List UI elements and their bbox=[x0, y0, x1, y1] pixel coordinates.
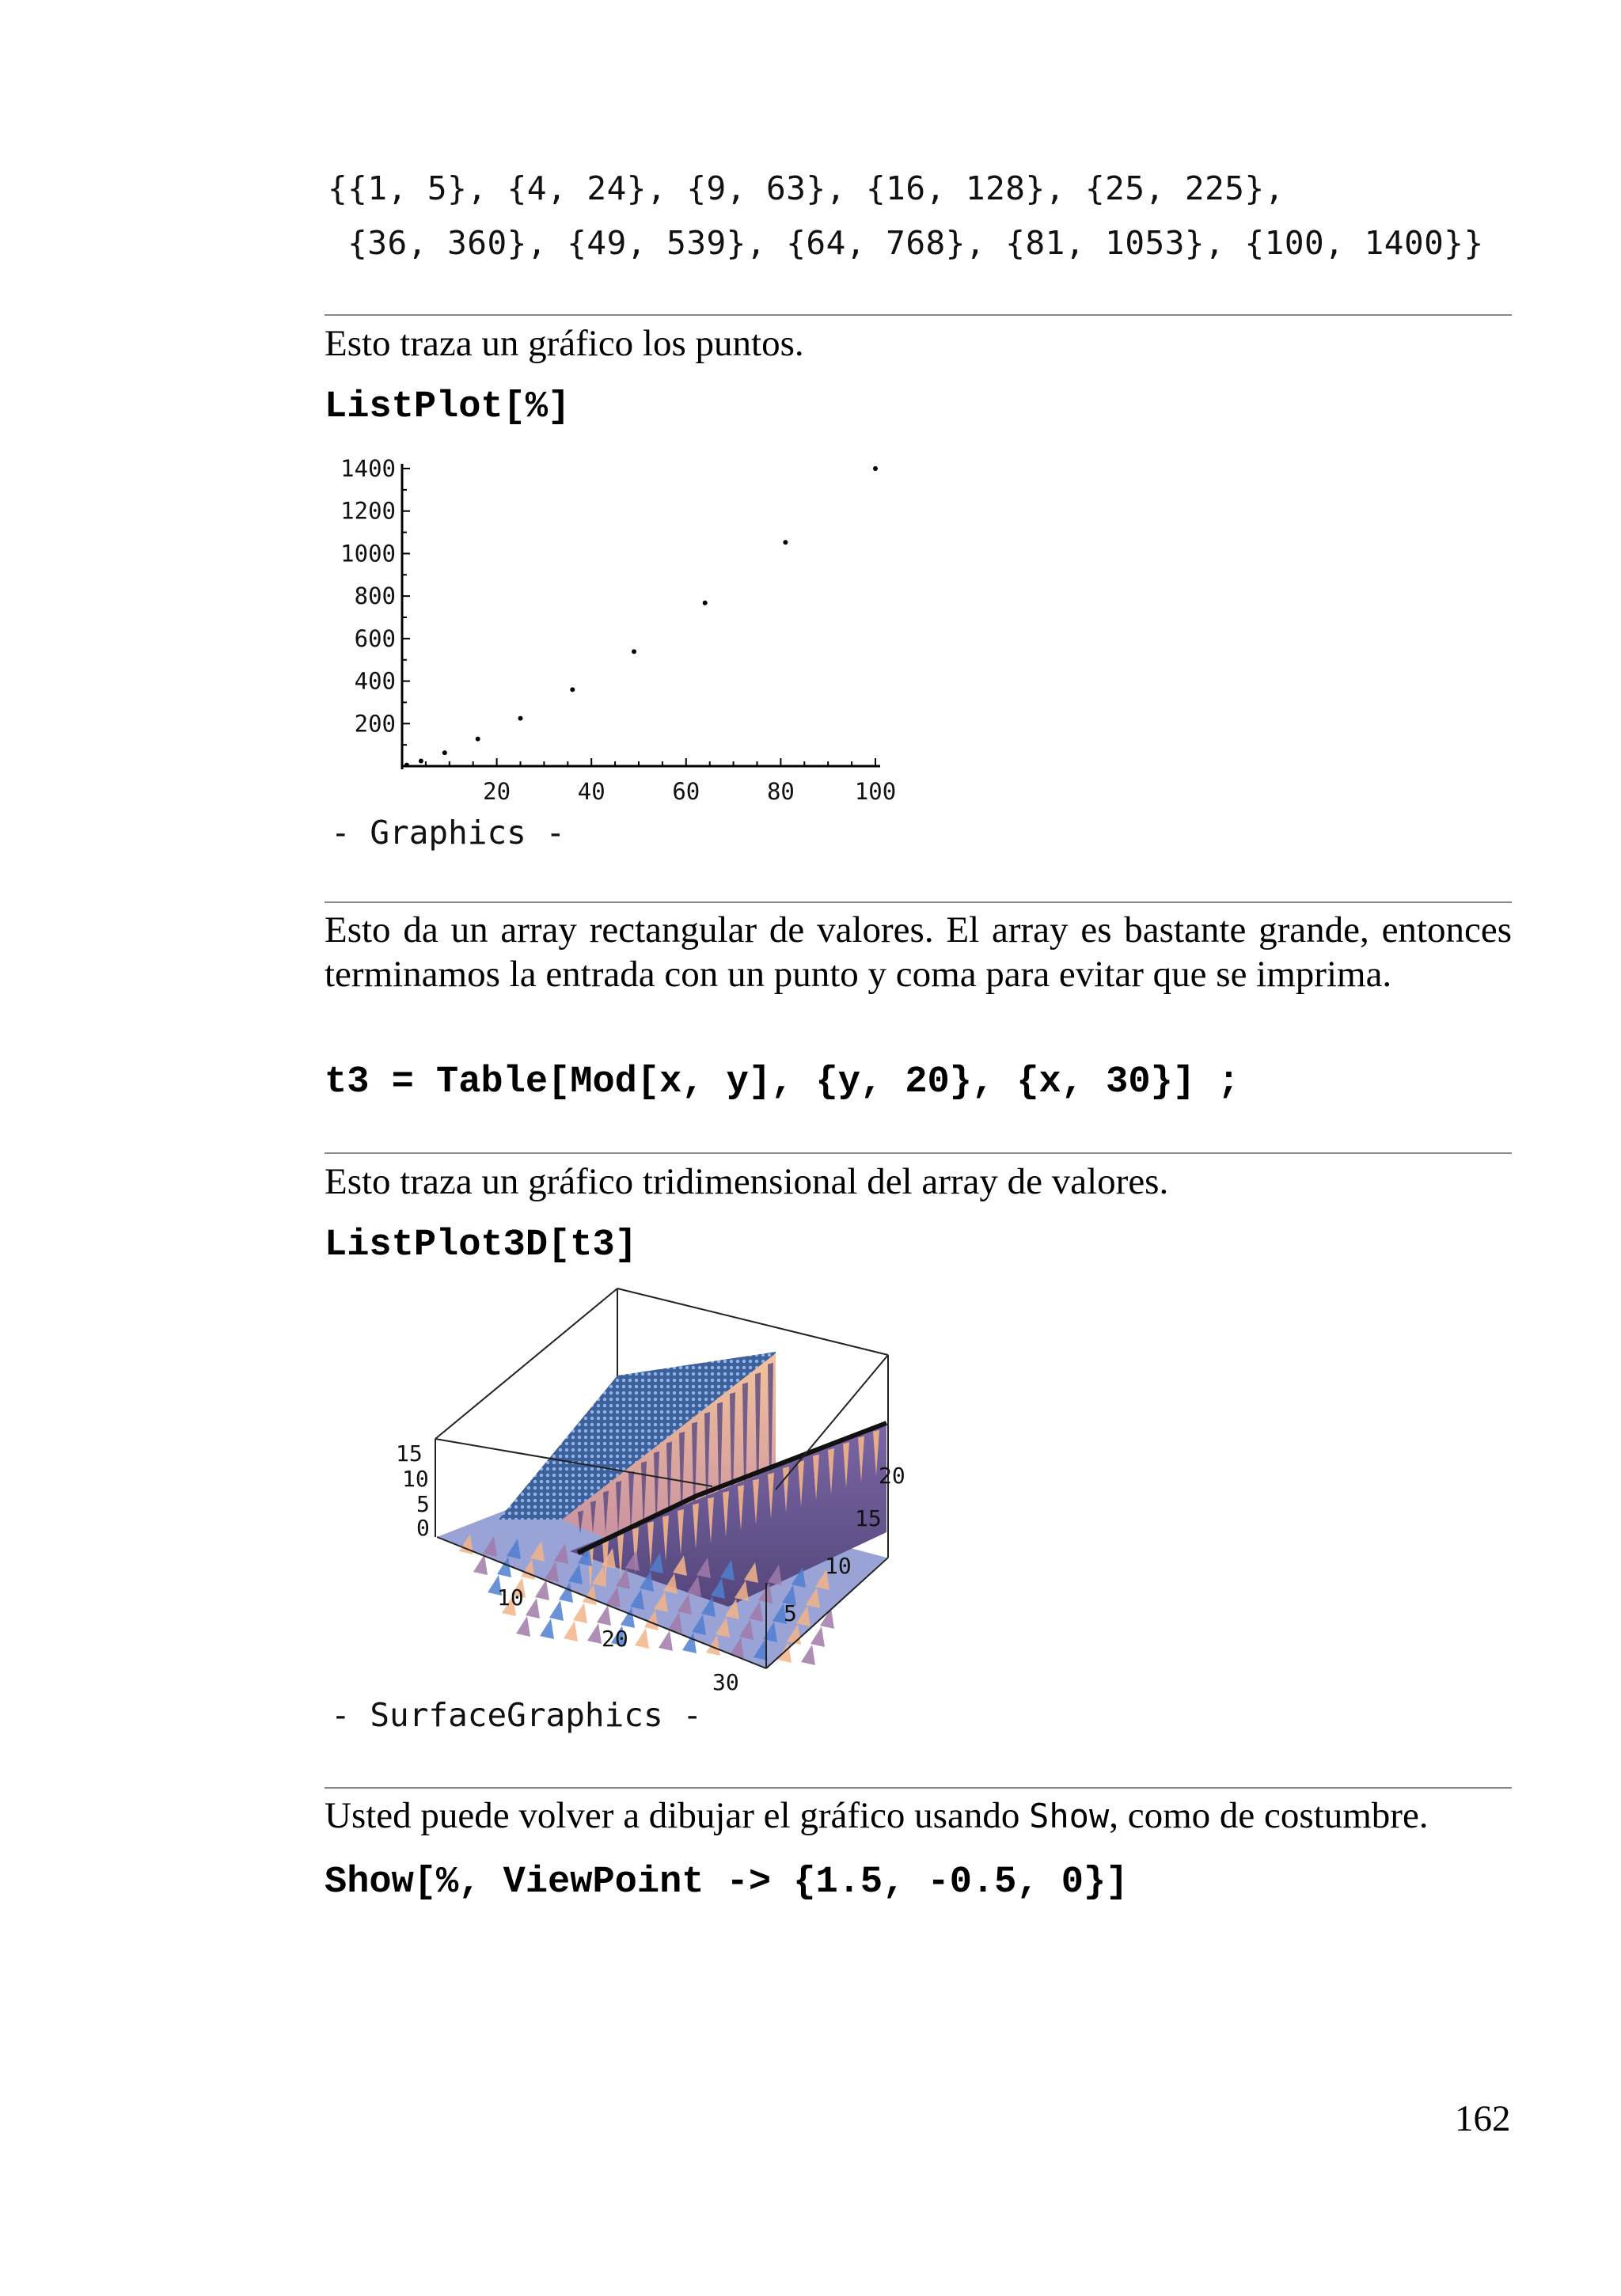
y-tick-20: 20 bbox=[879, 1463, 905, 1489]
listplot-axes bbox=[402, 464, 880, 769]
floor-triangle bbox=[573, 1603, 587, 1623]
cell-divider bbox=[325, 1787, 1512, 1789]
listplot-points bbox=[404, 466, 878, 768]
x-tick-label: 20 bbox=[483, 778, 511, 805]
data-point bbox=[632, 649, 636, 654]
floor-triangle bbox=[540, 1619, 554, 1639]
x-tick-30: 30 bbox=[712, 1669, 739, 1695]
y-tick-10: 10 bbox=[825, 1553, 852, 1579]
floor-triangle bbox=[526, 1598, 540, 1619]
floor-triangle bbox=[473, 1554, 488, 1575]
x-tick-20: 20 bbox=[602, 1626, 628, 1652]
x-tick-label: 40 bbox=[577, 778, 606, 805]
y-tick-label: 200 bbox=[354, 710, 396, 738]
x-tick-label: 60 bbox=[672, 778, 700, 805]
cell3-text: Esto traza un gráfico tridimensional del array de valores. bbox=[325, 1161, 1169, 1202]
cell2-input[interactable]: t3 = Table[Mod[x, y], {y, 20}, {x, 30}] ; bbox=[325, 1061, 1240, 1103]
floor-triangle bbox=[549, 1600, 564, 1621]
page-number: 162 bbox=[1455, 2098, 1511, 2139]
listplot3d-surface bbox=[380, 1282, 934, 1710]
listplot-tick-labels bbox=[340, 455, 896, 805]
z-tick-15: 15 bbox=[396, 1440, 423, 1467]
y-tick-label: 1000 bbox=[340, 540, 396, 567]
listplot-chart bbox=[317, 451, 918, 807]
cell3-output-label: - SurfaceGraphics - bbox=[331, 1696, 702, 1734]
floor-triangle bbox=[810, 1626, 825, 1647]
cell4-text-after: , como de costumbre. bbox=[1109, 1795, 1429, 1836]
y-tick-label: 400 bbox=[354, 667, 396, 695]
cell1-input[interactable]: ListPlot[%] bbox=[325, 386, 571, 428]
y-tick-5: 5 bbox=[784, 1600, 797, 1626]
output-list-line-2: {36, 360}, {49, 539}, {64, 768}, {81, 1053}, {100, 1400}} bbox=[328, 224, 1484, 262]
data-point bbox=[476, 737, 480, 742]
cell4-text bbox=[325, 1793, 1429, 1839]
cell4-text-before: Usted puede volver a dibujar el gráfico usando bbox=[325, 1795, 1030, 1836]
output-list-line-1: {{1, 5}, {4, 24}, {9, 63}, {16, 128}, {25, 225}, bbox=[328, 169, 1285, 207]
z-tick-0: 0 bbox=[416, 1515, 430, 1541]
cell2-text: Esto da un array rectangular de valores. El array es bastante grande, entonces terminamos la entrada con un punto y coma para evitar que se imprima. bbox=[325, 909, 1512, 995]
y-tick-15: 15 bbox=[855, 1505, 882, 1531]
data-point bbox=[442, 750, 447, 755]
floor-triangle bbox=[516, 1616, 530, 1637]
floor-triangle bbox=[535, 1580, 549, 1600]
cell4-inline-code: Show bbox=[1029, 1797, 1110, 1835]
cell3-input[interactable]: ListPlot3D[t3] bbox=[325, 1224, 637, 1266]
data-point bbox=[518, 716, 523, 721]
cell-divider bbox=[325, 901, 1512, 903]
x-tick-10: 10 bbox=[497, 1584, 524, 1611]
floor-triangle bbox=[659, 1630, 673, 1651]
floor-triangle bbox=[801, 1645, 815, 1665]
data-point bbox=[419, 759, 423, 764]
cell4-input[interactable]: Show[%, ViewPoint -> {1.5, -0.5, 0}] bbox=[325, 1861, 1129, 1903]
x-tick-label: 100 bbox=[854, 778, 897, 805]
data-point bbox=[404, 763, 409, 768]
floor-triangle bbox=[597, 1605, 611, 1626]
cell1-text: Esto traza un gráfico los puntos. bbox=[325, 323, 804, 364]
cell-divider bbox=[325, 1152, 1512, 1154]
data-point bbox=[873, 466, 878, 471]
y-tick-label: 600 bbox=[354, 624, 396, 652]
listplot-ticks bbox=[402, 469, 875, 766]
y-tick-label: 1200 bbox=[340, 497, 396, 525]
floor-triangle bbox=[564, 1621, 578, 1641]
x-tick-label: 80 bbox=[766, 778, 795, 805]
cell1-output-label: - Graphics - bbox=[331, 814, 566, 852]
data-point bbox=[783, 540, 788, 545]
data-point bbox=[570, 687, 575, 692]
data-point bbox=[703, 601, 708, 605]
z-tick-5: 5 bbox=[416, 1491, 430, 1517]
floor-triangle bbox=[587, 1623, 602, 1644]
cell-divider bbox=[325, 314, 1512, 316]
y-tick-label: 800 bbox=[354, 583, 396, 610]
floor-triangle bbox=[635, 1628, 649, 1649]
z-tick-10: 10 bbox=[402, 1466, 429, 1492]
y-tick-label: 1400 bbox=[340, 455, 396, 482]
